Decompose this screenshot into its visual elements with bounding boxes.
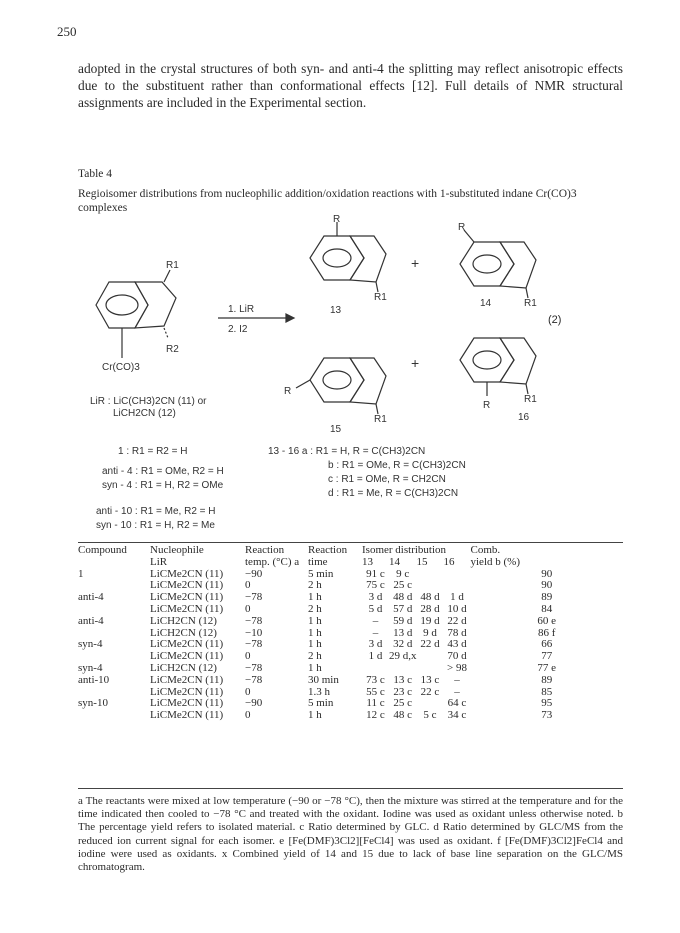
table-cell: 64 c (447, 697, 467, 710)
table-cell (444, 569, 471, 581)
label-r1-16: R1 (524, 394, 537, 405)
product-def: 13 - 16 a : R1 = H, R = C(CH3)2CN (268, 446, 426, 457)
substrate-def: anti - 10 : R1 = Me, R2 = H (96, 506, 216, 517)
table-cell: 5 d (368, 602, 383, 615)
table-cell: 11 c (366, 697, 385, 710)
col-isomer-13: 13 (362, 555, 373, 568)
table-cell: anti-4 (78, 591, 104, 604)
table-cell: 73 (541, 709, 553, 722)
col-temp: Reaction (245, 544, 285, 556)
table-cell: 3 d (368, 591, 383, 604)
table-row (78, 616, 623, 628)
equation-number: (2) (548, 314, 562, 326)
label-16: 16 (518, 412, 530, 423)
product-def: d : R1 = Me, R = C(CH3)2CN (328, 488, 459, 499)
table-cell: – (454, 673, 460, 686)
table-cell: −10 (245, 626, 263, 639)
label-14: 14 (480, 298, 492, 309)
table-row (78, 675, 623, 687)
col-nucleophile: Nucleophile (150, 544, 204, 556)
table-cell: LiCMe2CN (11) (150, 685, 224, 698)
table-cell: 73 c (366, 673, 385, 686)
table-cell: 59 d (393, 614, 413, 627)
label-r1-14: R1 (524, 298, 537, 309)
product-15-structure (296, 358, 386, 414)
table-cell: LiCMe2CN (11) (150, 591, 224, 604)
table-cell: 85 (541, 685, 553, 698)
table-row (78, 663, 623, 675)
table-cell: 1 h (308, 591, 322, 604)
product-16-structure (460, 338, 536, 396)
table-cell: 0 (245, 602, 251, 615)
table-cell: 1 h (308, 709, 322, 722)
table-cell: 0 (245, 709, 251, 722)
table-cell: −78 (245, 638, 263, 651)
table-cell: 13 c (420, 673, 440, 686)
table-cell: 48 d (393, 591, 413, 604)
lir-line-2: LiCH2CN (12) (113, 408, 176, 419)
table-cell: 43 d (447, 638, 467, 651)
table-cell: 77 (541, 650, 553, 663)
table-cell: anti-10 (78, 673, 110, 686)
col-nucleophile-sub: LiR (150, 555, 168, 568)
table-cell: – (454, 685, 460, 698)
col-isomer-14: 14 (389, 555, 400, 568)
lir-line-1: LiR : LiC(CH3)2CN (11) or (90, 396, 207, 407)
table-cell: syn-4 (78, 638, 103, 651)
table-cell: 1 (78, 567, 84, 580)
substrate-def: anti - 4 : R1 = OMe, R2 = H (102, 466, 224, 477)
table-cell: 1 d (368, 650, 383, 663)
label-complex: Cr(CO)3 (102, 362, 140, 373)
table-cell: 0 (245, 650, 251, 663)
table-cell: 25 c (393, 697, 413, 710)
table-cell: 5 min (308, 697, 334, 710)
table-cell: 48 c (393, 709, 413, 722)
table-cell: 19 d (420, 614, 440, 627)
table-cell: 70 d (447, 650, 467, 663)
table-cell: 32 d (393, 638, 413, 651)
label-13: 13 (330, 305, 342, 316)
table-cell: LiCH2CN (12) (150, 614, 217, 627)
col-isomer-16: 16 (443, 555, 455, 568)
table-cell: 23 c (393, 685, 413, 698)
table-cell: 10 d (447, 602, 467, 615)
product-def: c : R1 = OMe, R = CH2CN (328, 474, 446, 485)
table-cell: 22 c (420, 685, 440, 698)
table-cell: 1 h (308, 661, 322, 674)
table-cell: 66 (541, 638, 553, 651)
table-cell: LiCMe2CN (11) (150, 709, 224, 722)
table-cell: 1.3 h (308, 685, 330, 698)
reagent-2: 2. I2 (228, 324, 248, 335)
table-header-row (78, 557, 623, 569)
table-cell: 89 (541, 591, 553, 604)
substrate-def: 1 : R1 = R2 = H (118, 446, 188, 457)
table-caption: Regioisomer distributions from nucleophilic addition/oxidation reactions with 1-substituted indane Cr(CO)3 complexes (78, 188, 577, 214)
table-row (78, 604, 623, 616)
substrate-def: syn - 10 : R1 = H, R2 = Me (96, 520, 215, 531)
table-cell: LiCMe2CN (11) (150, 579, 224, 592)
table-cell: 34 c (447, 709, 467, 722)
table-cell: −90 (245, 567, 263, 580)
table-cell: LiCMe2CN (11) (150, 673, 224, 686)
table-cell: 60 e (537, 614, 557, 627)
label-r1: R1 (166, 260, 179, 271)
table-cell: 5 min (308, 567, 334, 580)
table-cell: 1 d (450, 591, 464, 604)
col-isomer-15: 15 (416, 555, 428, 568)
table-cell: 22 d (447, 614, 467, 627)
table-cell (78, 604, 150, 616)
plus-2: + (411, 355, 420, 371)
table-cell (389, 663, 417, 675)
table-cell: 1 h (308, 638, 322, 651)
table-cell: 75 c (366, 579, 385, 592)
table-cell: 57 d (393, 602, 413, 615)
table-cell: 84 (541, 602, 553, 615)
table-cell: −78 (245, 673, 263, 686)
table-cell (417, 569, 444, 581)
table-cell: LiCMe2CN (11) (150, 602, 224, 615)
table-cell: 0 (245, 685, 251, 698)
table-cell: LiCMe2CN (11) (150, 567, 224, 580)
label-15: 15 (330, 424, 342, 435)
table-cell: 28 d (420, 602, 440, 615)
col-isomer-distribution: Isomer distribution (362, 544, 447, 556)
page-number: 250 (57, 24, 77, 39)
table-cell: 1 h (308, 614, 322, 627)
label-r1-13: R1 (374, 292, 387, 303)
table-label: Table 4 (78, 168, 113, 180)
data-table (78, 545, 623, 722)
table-rule-top (78, 542, 623, 543)
table-cell: −78 (245, 661, 263, 674)
table-cell: 9 c (396, 567, 410, 580)
label-r-14: R (458, 222, 466, 233)
table-cell: 1 h (308, 626, 322, 639)
col-yield-sub: yield b (%) (470, 555, 520, 568)
table-cell (417, 651, 444, 663)
col-yield: Comb. (470, 544, 501, 556)
table-cell: 86 f (538, 626, 556, 639)
table-cell: LiCH2CN (12) (150, 661, 217, 674)
table-cell: 95 (541, 697, 553, 710)
label-r-16: R (483, 400, 491, 411)
starting-complex-structure (96, 270, 176, 358)
table-cell: 89 (541, 673, 553, 686)
label-r: R (333, 214, 341, 225)
table-cell: – (372, 626, 379, 639)
substrate-def: syn - 4 : R1 = H, R2 = OMe (102, 480, 224, 491)
table-cell: 22 d (420, 638, 440, 651)
table-cell: 29 d,x (389, 650, 417, 663)
product-14-structure (460, 230, 536, 298)
col-temp-sub: temp. (°C) a (245, 555, 300, 568)
col-compound: Compound (78, 544, 127, 556)
table-cell: 48 d (420, 591, 440, 604)
table-cell: 0 (245, 579, 251, 592)
table-cell: syn-4 (78, 661, 103, 674)
label-r1-15: R1 (374, 414, 387, 425)
table-cell: 9 d (423, 626, 437, 639)
table-cell: 13 d (393, 626, 413, 639)
table-cell: 2 h (308, 602, 322, 615)
table-cell (78, 710, 150, 722)
table-cell: syn-10 (78, 697, 108, 710)
table-cell: LiCMe2CN (11) (150, 638, 224, 651)
product-13-structure (310, 222, 386, 292)
table-cell: 13 c (393, 673, 413, 686)
table-cell: −78 (245, 614, 263, 627)
table-cell: 2 h (308, 650, 322, 663)
table-cell: 5 c (423, 709, 437, 722)
table-cell: 90 (541, 567, 553, 580)
table-cell: LiCH2CN (12) (150, 626, 217, 639)
table-footnotes: a The reactants were mixed at low temperature (−90 or −78 °C), then the mixture was stirred at the temperature and for the time indicated then cooled to −78 °C and treated with the oxidant. Iodine was used as oxidant unless otherwise noted. b The percentage yield refers to isolated material. c Ratio determined by GLC. d Ratio determined by GLC/MS from the reduced ion current signal for each isomer. e [Fe(DMF)3Cl2][FeCl4] was used as oxidant. f [Fe(DMF)3Cl2]FeCl4 and iodine were used as oxidants. x Combined yield of 14 and 15 due to lack of base line separation on the GLC/MS chromatogram. (78, 795, 623, 874)
table-cell: 90 (541, 579, 553, 592)
table-cell: 30 min (308, 673, 339, 686)
table-cell: 2 h (308, 579, 322, 592)
table-cell: −90 (245, 697, 263, 710)
table-cell: 12 c (366, 709, 385, 722)
table-cell: – (372, 614, 379, 627)
reagent-1: 1. LiR (228, 304, 255, 315)
label-r2: R2 (166, 344, 179, 355)
table-cell: > 98 (447, 661, 467, 674)
product-def: b : R1 = OMe, R = C(CH3)2CN (328, 460, 466, 471)
plus-1: + (411, 255, 420, 271)
table-cell: −78 (245, 591, 263, 604)
table-cell: LiCMe2CN (11) (150, 697, 224, 710)
table-cell: 78 d (447, 626, 467, 639)
col-time: Reaction (308, 544, 348, 556)
table-cell: 55 c (366, 685, 385, 698)
col-time-sub: time (308, 555, 328, 568)
table-cell: 3 d (368, 638, 383, 651)
intro-paragraph: adopted in the crystal structures of both syn- and anti-4 the splitting may reflect anisotropic effects due to the substituent rather than conformational effects [12]. Full details of NMR structural assignments are included in the Experimental section. (78, 61, 623, 111)
table-cell: LiCMe2CN (11) (150, 650, 224, 663)
table-cell: 25 c (393, 579, 413, 592)
table-row (78, 710, 623, 722)
table-cell: 91 c (366, 567, 385, 580)
table-cell (362, 663, 389, 675)
table-cell: anti-4 (78, 614, 104, 627)
table-cell (417, 663, 444, 675)
label-r-15: R (284, 386, 292, 397)
table-cell: 77 e (537, 661, 557, 674)
table-rule-bottom (78, 788, 623, 789)
